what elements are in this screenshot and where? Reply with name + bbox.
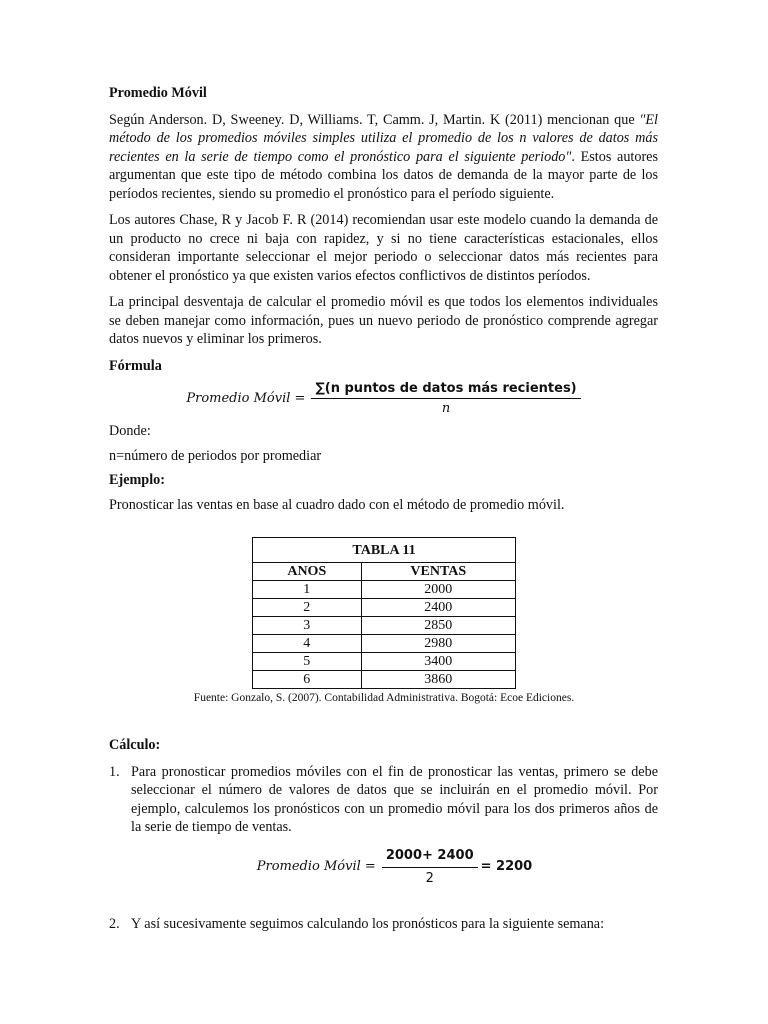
paragraph-definition-intro: Según Anderson. D, Sweeney. D, Williams. T, Camm. J, Martin. K (2011) mencionan que: [109, 111, 640, 128]
section-heading-calculo: Cálculo:: [109, 737, 161, 753]
formula-denominator: n: [441, 401, 451, 416]
table-cell-sales: 2000: [361, 581, 515, 599]
table-cell-year: 4: [253, 635, 362, 653]
table-row: [253, 635, 516, 653]
list-item: [109, 763, 658, 889]
example-calculation-formula: [131, 847, 658, 889]
paragraph-definition-quote: "El método de los promedios móviles simples utiliza el promedio de los n valores de datos más recientes en la serie de tiempo como el pronóstico para el siguiente periodo": [109, 111, 658, 165]
table-header-ventas: VENTAS: [361, 563, 515, 581]
table-cell-year: 5: [253, 653, 362, 671]
table-cell-sales: 2850: [361, 617, 515, 635]
donde-label: Donde:: [109, 423, 151, 439]
table-cell-sales: 2980: [361, 635, 515, 653]
n-definition: n=número de periodos por promediar: [109, 447, 322, 464]
list-item: [109, 915, 658, 934]
formula-left-side: Promedio Móvil =: [186, 391, 306, 406]
table-cell-year: 2: [253, 599, 362, 617]
formula2-result: = 2200: [480, 859, 533, 875]
table-cell-sales: 3400: [361, 653, 515, 671]
step-text: Para pronosticar promedios móviles con el fin de pronosticar las ventas, primero se debe seleccionar el número de valores de datos que se incluirán en el promedio móvil. Por ejemplo, calculemos los pronósticos con un promedio móvil para los dos primeros años de la serie de tiempo de ventas.: [131, 763, 658, 835]
calculation-section: [109, 736, 658, 933]
paragraph-definition-rest: . Estos autores argumentan que este tipo de método combina los datos de demanda de la mayor parte de los períodos recientes, siendo su promedio el pronóstico para el período siguiente.: [109, 148, 658, 202]
step-number: 2.: [109, 915, 120, 932]
table-row: [253, 671, 516, 689]
section-heading-promedio-movil: Promedio Móvil: [109, 85, 207, 101]
table-cell-year: 3: [253, 617, 362, 635]
table-row: [253, 617, 516, 635]
formula2-fraction: [382, 847, 478, 889]
step-number: 1.: [109, 763, 120, 780]
formula2-denominator: 2: [425, 871, 434, 886]
paragraph-chase-jacob: Los autores Chase, R y Jacob F. R (2014) recomiendan usar este modelo cuando la demanda de un producto no crece ni baja con rapidez, y si no tiene características estacionales, ellos consideran importante seleccionar el mejor periodo o seleccionar datos más recientes para obtener el pronóstico ya que existen varios efectos conflictivos de distintos períodos.: [109, 212, 658, 284]
document-body: [109, 84, 658, 514]
paragraph-disadvantage: La principal desventaja de calcular el promedio móvil es que todos los elementos individuales se deben manejar como información, pues un nuevo periodo de pronóstico comprende agregar datos nuevos y eliminar los primeros.: [109, 294, 658, 347]
formula-fraction: [311, 381, 580, 416]
formula2-numerator: 2000+ 2400: [382, 847, 478, 869]
table-cell-sales: 3860: [361, 671, 515, 689]
section-heading-example: Ejemplo:: [109, 472, 165, 488]
table-row: [253, 599, 516, 617]
formula2-left-side: Promedio Móvil =: [256, 859, 376, 875]
moving-average-formula: [109, 381, 658, 416]
step-text: Y así sucesivamente seguimos calculando los pronósticos para la siguiente semana:: [131, 915, 605, 932]
section-heading-formula: Fórmula: [109, 357, 162, 374]
table-cell-sales: 2400: [361, 599, 515, 617]
calculation-steps: [109, 763, 658, 934]
sales-table: [252, 537, 516, 689]
example-instruction: Pronosticar las ventas en base al cuadro dado con el método de promedio móvil.: [109, 496, 565, 513]
table-cell-year: 6: [253, 671, 362, 689]
table-title: TABLA 11: [253, 538, 516, 563]
table-header-anos: ANOS: [253, 563, 362, 581]
formula-numerator: ∑(n puntos de datos más recientes): [311, 381, 580, 399]
table-row: [253, 581, 516, 599]
paragraph-definition: [109, 111, 658, 204]
table-row: [253, 653, 516, 671]
table-cell-year: 1: [253, 581, 362, 599]
table-source-caption: Fuente: Gonzalo, S. (2007). Contabilidad Administrativa. Bogotá: Ecoe Ediciones.: [193, 692, 575, 704]
